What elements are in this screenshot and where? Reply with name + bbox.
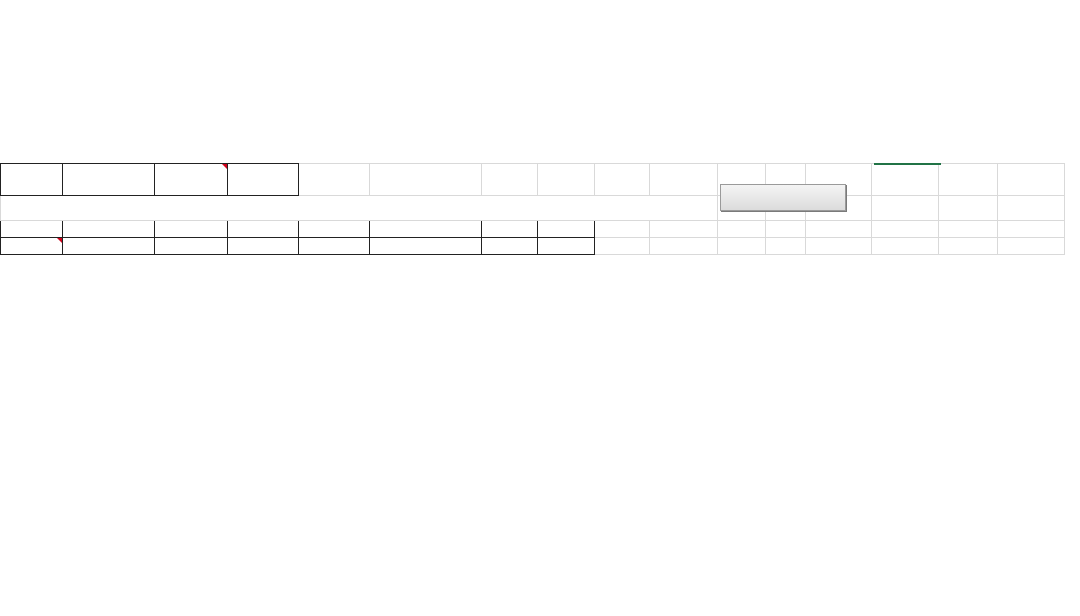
cell-empty[interactable] xyxy=(939,164,998,196)
cell-empty[interactable] xyxy=(595,238,650,255)
cell-empty[interactable] xyxy=(370,164,482,196)
cell-empty[interactable] xyxy=(766,221,806,238)
sheet-title xyxy=(1,196,718,221)
cell-empty[interactable] xyxy=(538,164,595,196)
cell-empty[interactable] xyxy=(299,164,370,196)
storage-value[interactable] xyxy=(63,238,155,255)
store-pos-label xyxy=(482,238,538,255)
cell-empty[interactable] xyxy=(872,196,939,221)
store-pos-value[interactable] xyxy=(538,238,595,255)
doc-type-label xyxy=(1,164,63,196)
column-header-row xyxy=(1,255,1065,283)
color-swatch-green[interactable] xyxy=(1001,215,1068,233)
cell-empty[interactable] xyxy=(650,221,718,238)
cell-empty[interactable] xyxy=(766,238,806,255)
project-name-label xyxy=(1,221,63,238)
cell-empty[interactable] xyxy=(482,164,538,196)
project-no-label xyxy=(155,221,228,238)
storage-label xyxy=(1,238,63,255)
cell-empty[interactable] xyxy=(872,238,939,255)
cell-empty[interactable] xyxy=(806,221,872,238)
color-swatch-orange[interactable] xyxy=(1001,164,1068,196)
cell-empty[interactable] xyxy=(718,221,766,238)
color-swatch-cyan[interactable] xyxy=(1001,233,1068,250)
cell-empty[interactable] xyxy=(595,164,650,196)
wbs-label xyxy=(299,221,370,238)
spreadsheet xyxy=(0,163,1074,455)
cell-empty[interactable] xyxy=(806,238,872,255)
cell-empty[interactable] xyxy=(718,238,766,255)
project-no-value[interactable] xyxy=(228,221,299,238)
process-no-label xyxy=(482,221,538,238)
color-swatch-yellow[interactable] xyxy=(1001,196,1068,215)
cell-empty[interactable] xyxy=(650,238,718,255)
cell-empty[interactable] xyxy=(650,164,718,196)
cell-empty[interactable] xyxy=(939,221,998,238)
cell-empty[interactable] xyxy=(595,221,650,238)
factory-value[interactable] xyxy=(228,164,299,196)
cell-empty[interactable] xyxy=(872,221,939,238)
wbs-value[interactable] xyxy=(370,221,482,238)
cell-empty[interactable] xyxy=(939,196,998,221)
reason-label xyxy=(155,238,228,255)
reason-value[interactable] xyxy=(228,238,299,255)
pick-no-value[interactable] xyxy=(370,238,482,255)
factory-label xyxy=(155,164,228,196)
doc-type-value[interactable] xyxy=(63,164,155,196)
comment-marker-icon xyxy=(222,164,227,169)
cell-empty[interactable] xyxy=(939,238,998,255)
comment-marker-icon xyxy=(57,238,62,243)
data-search-button[interactable] xyxy=(720,184,846,211)
pick-no-label xyxy=(299,238,370,255)
selected-cell-indicator xyxy=(874,163,941,195)
process-no-value[interactable] xyxy=(538,221,595,238)
project-name-value[interactable] xyxy=(63,221,155,238)
